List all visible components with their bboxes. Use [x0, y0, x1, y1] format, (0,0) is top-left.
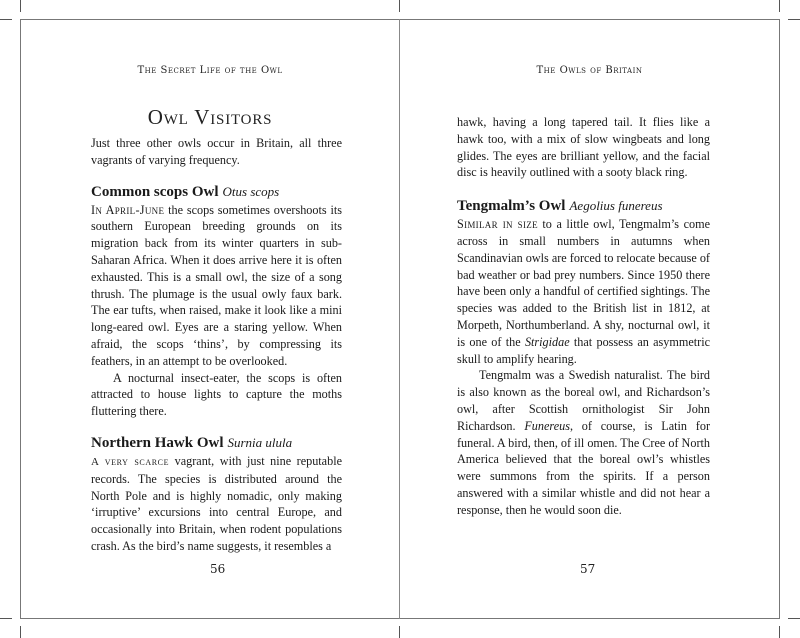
crop-mark — [779, 626, 780, 638]
species-latin-name: Otus scops — [222, 183, 280, 199]
species-latin-name: Surnia ulula — [227, 434, 293, 450]
left-text-column — [91, 135, 342, 555]
body-paragraph: hawk, having a long tapered tail. It flies like a hawk too, with a mix of slow wingbeats and long glides. The eyes are brilliant yellow, and the facial disc is heavily outlined with a sooty black ring. — [457, 115, 710, 180]
crop-mark — [20, 0, 21, 12]
species-latin-name: Aegolius funereus — [569, 198, 663, 214]
running-head: The Secret Life of the Owl — [137, 65, 283, 76]
body-paragraph — [457, 367, 710, 518]
species-name: Northern Hawk Owl — [91, 434, 224, 451]
body-paragraph — [457, 216, 710, 367]
paragraph-text: that possess an asymmetric skull to amplify hearing. — [457, 334, 710, 366]
right-page — [400, 20, 779, 618]
species-heading — [91, 182, 342, 202]
crop-mark — [20, 626, 21, 638]
italic-term: Funereus — [524, 418, 570, 433]
body-paragraph — [91, 202, 342, 370]
species-name: Tengmalm’s Owl — [457, 198, 566, 215]
page-border — [779, 19, 780, 619]
crop-mark — [779, 0, 780, 12]
page-number: 57 — [580, 562, 596, 576]
paragraph-text: the scops sometimes overshoots its southern European breeding grounds on its migration back from its winter quarters in sub-Saharan Africa. When it does arrive here it is often exhausted. This is a small owl, the size of a song thrush. The plumage is the usual owly faux bark. The ear tufts, when raised, make it look like a mini long-eared owl. Eyes are a staring yellow. When afraid, the scops ‘thins’, by compressing its feathers, in an attempt to be overlooked. — [91, 202, 342, 368]
species-name: Common scops Owl — [91, 183, 219, 200]
crop-mark — [0, 618, 12, 619]
crop-mark — [399, 626, 400, 638]
running-head: The Owls of Britain — [536, 65, 643, 76]
intro-paragraph: Just three other owls occur in Britain, all three vagrants of varying frequency. — [91, 136, 342, 167]
italic-term: Strigidae — [524, 334, 570, 349]
lead-in: Similar in size — [457, 217, 538, 232]
page-number: 56 — [210, 562, 226, 576]
chapter-title: Owl Visitors — [147, 105, 273, 129]
body-paragraph — [91, 453, 342, 555]
species-heading — [91, 433, 342, 453]
crop-mark — [399, 0, 400, 12]
right-text-column — [457, 114, 710, 519]
species-heading — [457, 196, 710, 216]
crop-mark — [0, 19, 12, 20]
paragraph-text: , of course, is Latin for funeral. A bird, then, of ill omen. The Cree of North America believed that the boreal owl’s whistles were summons from the spirits. If a person answered with a similar whistle and did not hear a response, then he would soon die. — [457, 418, 710, 517]
paragraph-text: vagrant, with just nine reputable records. The species is distributed around the North Pole and is highly nomadic, only making ‘irruptive’ excursions into central Europe, and occasionally into Britain, when rodent populations crash. As the bird’s name suggests, it resembles a — [91, 453, 342, 553]
lead-in: A very scarce — [91, 455, 170, 468]
crop-mark — [788, 618, 800, 619]
paragraph-text: to a little owl, Tengmalm’s come across in small numbers in autumns when Scandinavian owls are forced to relocate because of bad weather or bad prey numbers. Since 1950 there have been only a handful of certified sightings. The species was added to the British list in 1812, at Morpeth, Northumberland. A shy, nocturnal owl, it is one of the — [457, 217, 710, 349]
page-border — [20, 618, 780, 619]
left-page — [21, 20, 399, 618]
body-paragraph: A nocturnal insect-eater, the scops is often attracted to house lights to capture the moths fluttering there. — [91, 370, 342, 419]
lead-in: In April-June — [91, 202, 165, 217]
paragraph-text: Tengmalm was a Swedish naturalist. The bird is also known as the boreal owl, and Richardson’s owl, after Scottish ornithologist Sir John Richardson. — [457, 368, 710, 433]
crop-mark — [788, 19, 800, 20]
